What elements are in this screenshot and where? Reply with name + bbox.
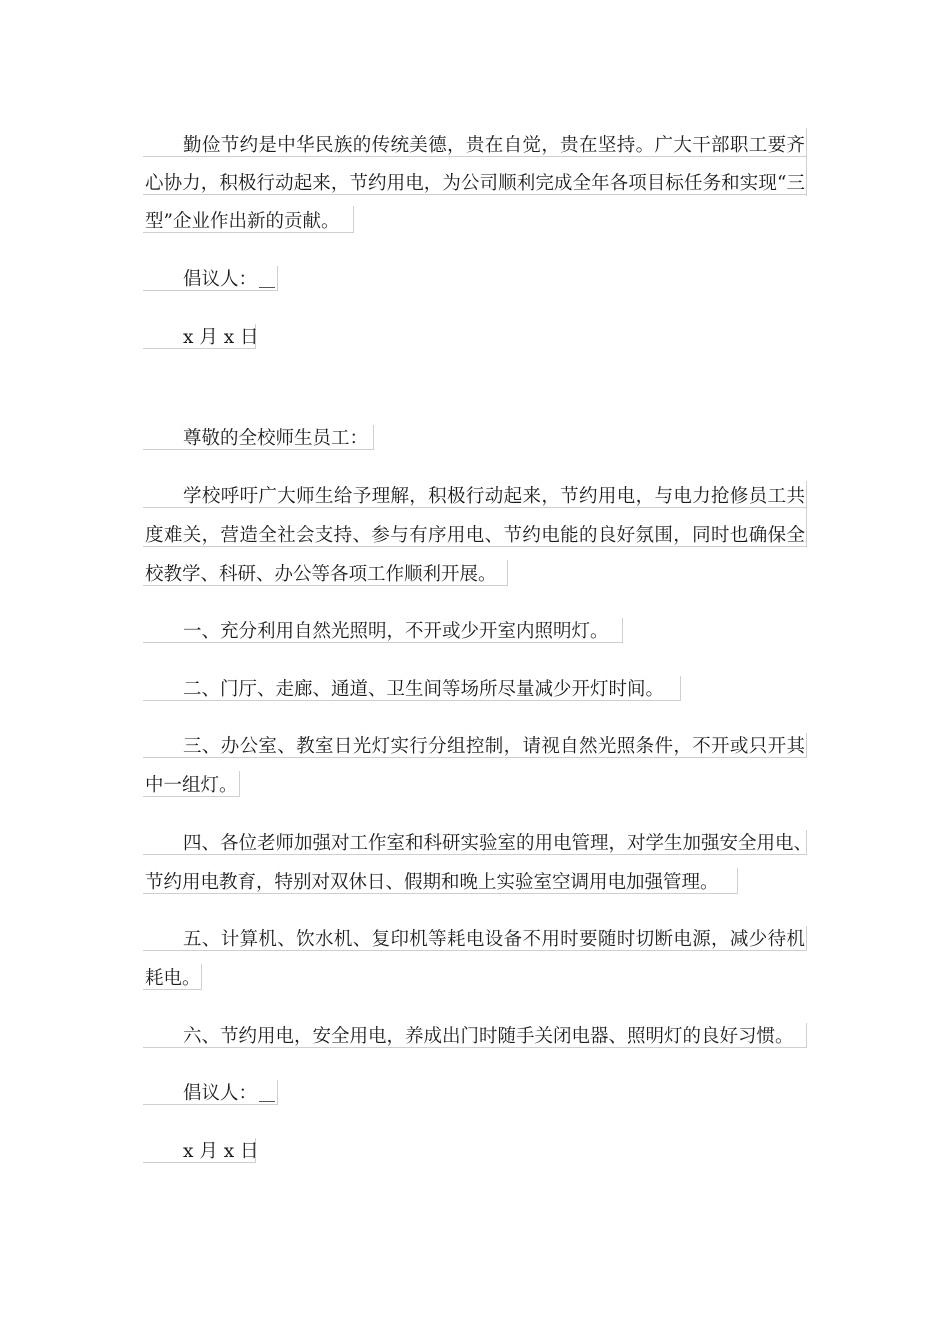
paragraph-line: 度难关，营造全社会支持、参与有序用电、节约电能的良好氛围，同时也确保全 [145, 525, 805, 546]
list-item: 三、办公室、教室日光灯实行分组控制，请视自然光照条件，不开或只开其 [183, 736, 805, 757]
line-rule [277, 1080, 278, 1105]
paragraph-line: 心协力，积极行动起来，节约用电，为公司顺利完成全年各项目标任务和实现“三 [145, 173, 805, 194]
signature-blank [259, 1101, 275, 1102]
line-rule [680, 676, 681, 701]
signature-blank [259, 287, 275, 288]
line-rule [806, 926, 807, 951]
line-rule [806, 733, 807, 758]
list-item: 一、充分利用自然光照明，不开或少开室内照明灯。 [183, 621, 609, 642]
list-item: 五、计算机、饮水机、复印机等耗电设备不用时要随时切断电源，减少待机 [183, 929, 805, 950]
line-rule [806, 481, 807, 547]
line-rule [201, 964, 202, 990]
line-rule [806, 128, 807, 196]
signer-label: 倡议人： [183, 269, 258, 290]
list-item: 二、门厅、走廊、通道、卫生间等场所尽量减少开灯时间。 [183, 679, 665, 700]
list-item-continuation: 节约用电教育，特别对双休日、假期和晚上实验室空调用电加强管理。 [145, 872, 719, 893]
signer-label: 倡议人： [183, 1083, 258, 1104]
line-rule [622, 618, 623, 643]
line-rule [507, 560, 508, 586]
paragraph-line: 学校呼吁广大师生给予理解，积极行动起来，节约用电，与电力抢修员工共 [183, 486, 805, 507]
date-text: x 月 x 日 [183, 1141, 259, 1162]
line-rule [239, 771, 240, 797]
list-item: 四、各位老师加强对工作室和科研实验室的用电管理，对学生加强安全用电、 [183, 833, 813, 854]
line-rule [373, 425, 374, 450]
line-rule [806, 1023, 807, 1048]
line-rule [737, 868, 738, 894]
salutation: 尊敬的全校师生员工： [183, 428, 369, 449]
date-text: x 月 x 日 [183, 327, 259, 348]
paragraph-line: 校教学、科研、办公等各项工作顺利开展。 [145, 564, 497, 585]
paragraph-line: 型”企业作出新的贡献。 [145, 211, 340, 232]
line-rule [277, 266, 278, 291]
list-item-continuation: 中一组灯。 [145, 775, 238, 796]
list-item-continuation: 耗电。 [145, 968, 201, 989]
paragraph-line: 勤俭节约是中华民族的传统美德，贵在自觉，贵在坚持。广大干部职工要齐 [183, 135, 805, 156]
list-item: 六、节约用电，安全用电，养成出门时随手关闭电器、照明灯的良好习惯。 [183, 1026, 794, 1047]
line-rule [353, 206, 354, 233]
